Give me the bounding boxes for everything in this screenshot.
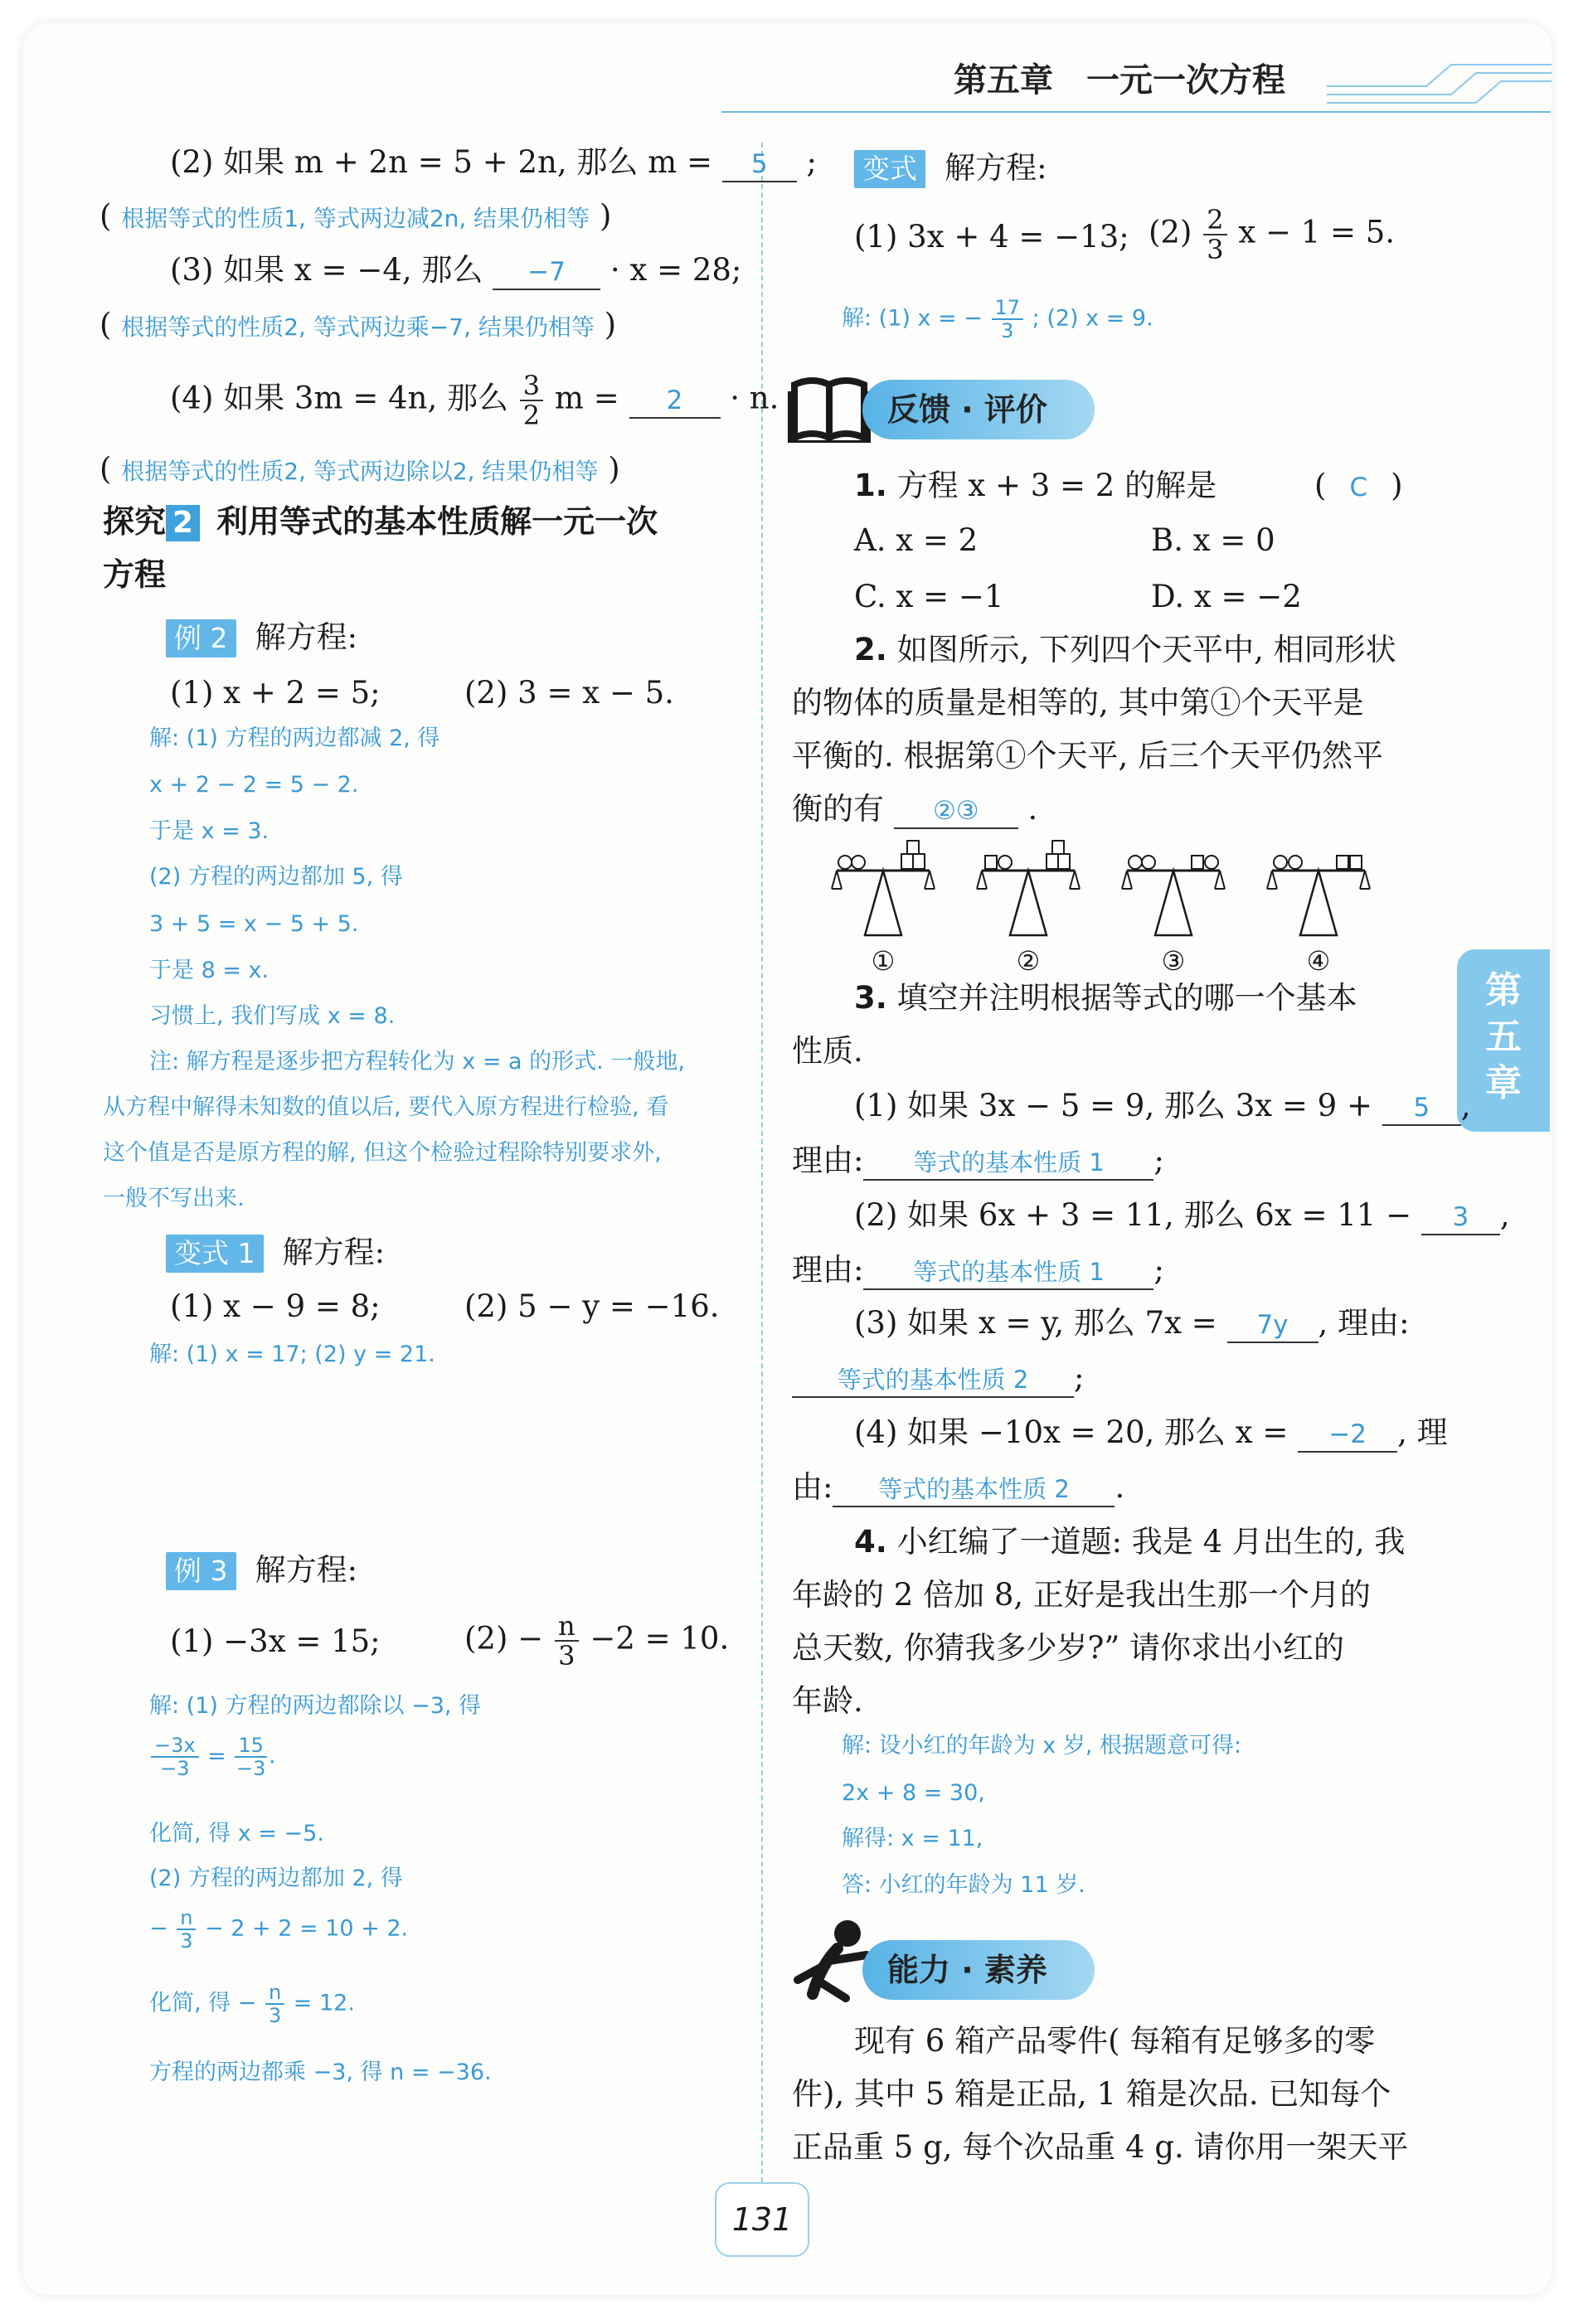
header-decor-lines (1327, 58, 1552, 108)
example-2-heading: 例 2 解方程: (166, 612, 357, 657)
column-divider (761, 143, 763, 2182)
var1-problem-1: (1) x − 9 = 8; (170, 1288, 381, 1324)
page-number: 131 (731, 2201, 793, 2238)
fq3-part-a-reason: 理由: 等式的基本性质 1 ; (792, 1141, 1164, 1181)
fq4-solution-line: 答: 小红的年龄为 11 岁. (842, 1872, 1085, 1898)
variant-heading: 变式 解方程: (854, 143, 1047, 188)
var1-problem-2: (2) 5 − y = −16. (464, 1288, 720, 1324)
ability-section-title: 能力 · 素养 (862, 1940, 1095, 2000)
var1-answer: 解: (1) x = 17; (2) y = 21. (149, 1342, 435, 1367)
scale-label: ① (871, 945, 896, 977)
chapter-side-tab (1457, 949, 1550, 1132)
ex3-problem-2: (2) − $\frac{n}{3}$ −2 = 10. (464, 1610, 730, 1671)
fq3-line: 性质. (792, 1033, 863, 1069)
fq1-answer: ( C ) (1314, 468, 1403, 503)
left-q4-reason: ( 根据等式的性质2, 等式两边除以2, 结果仍相等 ) (100, 451, 620, 487)
answer-blank: −2 (1298, 1418, 1397, 1453)
var-top-problem-2: (2) $\frac{2}{3}$ x − 1 = 5. (1149, 204, 1396, 265)
ex3-problem-1: (1) −3x = 15; (170, 1623, 381, 1659)
fq2-line: 的物体的质量是相等的, 其中第①个天平是 (792, 685, 1364, 720)
ex2-solution-line: 于是 8 = x. (149, 958, 270, 983)
example-badge: 例 3 (166, 1552, 236, 1590)
fq3-part-c: (3) 如果 x = y, 那么 7x = 7y , 理由: (854, 1303, 1410, 1343)
ex3-solution-line: 解: (1) 方程的两边都除以 −3, 得 (149, 1693, 482, 1719)
ex2-note-line: 注: 解方程是逐步把方程转化为 x = a 的形式. 一般地, (149, 1049, 685, 1075)
variant-badge: 变式 (854, 150, 925, 188)
example-3-heading: 例 3 解方程: (166, 1545, 357, 1590)
fq1-option: C. x = −1 (854, 579, 1004, 614)
ex2-solution-line: 习惯上, 我们写成 x = 8. (149, 1003, 396, 1029)
fq3-part-d-reason: 由: 等式的基本性质 2 . (792, 1468, 1124, 1507)
left-q4: (4) 如果 3m = 4n, 那么 $\frac{3}{2}$ m = 2 · n. (170, 370, 779, 431)
left-q2-reason: ( 根据等式的性质1, 等式两边减2n, 结果仍相等 ) (100, 198, 612, 234)
fq3-part-c-reason: 等式的基本性质 2 ; (792, 1358, 1084, 1398)
fq1-option: B. x = 0 (1151, 522, 1275, 558)
scale-label: ③ (1161, 945, 1186, 977)
fraction: $\frac{2}{3}$ (1203, 206, 1226, 264)
fq3-part-a: (1) 如果 3x − 5 = 9, 那么 3x = 9 + 5 , (854, 1086, 1471, 1126)
fq2-line: 2. 如图所示, 下列四个天平中, 相同形状 (854, 632, 1396, 667)
ex2-note-line: 一般不写出来. (103, 1186, 245, 1211)
ex3-solution-fraction-line: $\frac{-3x}{-3}$ = $\frac{15}{-3}$ . (149, 1735, 276, 1779)
reason-blank: 等式的基本性质 1 (863, 1146, 1153, 1181)
fq1-option: A. x = 2 (854, 522, 979, 558)
fraction: $\frac{n}{3}$ (555, 1612, 579, 1670)
fq2-line: 衡的有 ②③ . (792, 789, 1037, 829)
fq3-part-b: (2) 如果 6x + 3 = 11, 那么 6x = 11 − 3 , (854, 1196, 1510, 1235)
ex2-note-line: 从方程中解得未知数的值以后, 要代入原方程进行检验, 看 (103, 1094, 669, 1120)
ex2-problem-1: (1) x + 2 = 5; (170, 675, 381, 711)
balance-scales-figure (825, 837, 1422, 978)
var-top-problem-1: (1) 3x + 4 = −13; (854, 219, 1129, 255)
left-q2: (2) 如果 m + 2n = 5 + 2n, 那么 m = 5 ; (170, 143, 817, 182)
fq1-option: D. x = −2 (1151, 579, 1302, 614)
fq4-solution-line: 2x + 8 = 30, (842, 1780, 985, 1806)
var-top-answer: 解: (1) x = − $\frac{17}{3}$ ; (2) x = 9. (842, 296, 1153, 342)
ex2-problem-2: (2) 3 = x − 5. (464, 675, 674, 711)
answer-blank: 3 (1421, 1201, 1500, 1235)
ex3-solution-fraction-line: − $\frac{n}{3}$ − 2 + 2 = 10 + 2. (149, 1906, 409, 1953)
scale-label: ② (1016, 945, 1041, 977)
scale-label: ④ (1306, 945, 1331, 977)
left-q3: (3) 如果 x = −4, 那么 −7 · x = 28; (170, 250, 741, 290)
fq4-line: 4. 小红编了一道题: 我是 4 月出生的, 我 (854, 1524, 1406, 1560)
ability-line: 件), 其中 5 箱是正品, 1 箱是次品. 已知每个 (792, 2076, 1391, 2112)
ability-line: 正品重 5 g, 每个次品重 4 g. 请你用一架天平 (792, 2129, 1409, 2165)
explore-title-line2: 方程 (103, 556, 167, 593)
fq1-question: 1. 方程 x + 3 = 2 的解是 (854, 468, 1217, 503)
answer-blank: −7 (493, 255, 600, 290)
fq4-line: 年龄. (792, 1683, 863, 1719)
variant-1-heading: 变式 1 解方程: (166, 1227, 385, 1273)
ex2-note-line: 这个值是否是原方程的解, 但这个检验过程除特别要求外, (103, 1140, 662, 1166)
fq3-part-b-reason: 理由: 等式的基本性质 1 ; (792, 1250, 1164, 1290)
ex3-solution-fraction-line: 化简, 得 − $\frac{n}{3}$ = 12. (149, 1981, 355, 2027)
chapter-label: 第五章 (954, 61, 1053, 99)
example-badge: 例 2 (166, 619, 236, 657)
ex2-solution-line: 3 + 5 = x − 5 + 5. (149, 911, 359, 937)
ability-line: 现有 6 箱产品零件( 每箱有足够多的零 (854, 2023, 1376, 2059)
answer-blank: 7y (1227, 1308, 1318, 1343)
ex2-solution-line: 解: (1) 方程的两边都减 2, 得 (149, 725, 440, 751)
reason-blank: 等式的基本性质 1 (863, 1255, 1153, 1290)
explore-title: 利用等式的基本性质解一元一次 (216, 503, 658, 540)
feedback-section-title: 反馈 · 评价 (862, 380, 1095, 439)
variant-badge: 变式 1 (166, 1235, 264, 1273)
answer-blank: 5 (1382, 1091, 1461, 1126)
page-number-box (715, 2182, 809, 2257)
fq2-line: 平衡的. 根据第①个天平, 后三个天平仍然平 (792, 738, 1384, 774)
book-icon (788, 373, 871, 443)
fq4-solution-line: 解: 设小红的年龄为 x 岁, 根据题意可得: (842, 1733, 1242, 1759)
left-q3-reason: ( 根据等式的性质2, 等式两边乘−7, 结果仍相等 ) (100, 307, 617, 342)
fq3-line: 3. 填空并注明根据等式的哪一个基本 (854, 980, 1357, 1016)
answer-blank: 2 (629, 384, 721, 419)
side-tab-char: 五 (1485, 1016, 1522, 1058)
side-tab-char: 第 (1485, 969, 1522, 1012)
explore-heading (103, 501, 750, 595)
scale-4-icon (1267, 856, 1370, 935)
side-tab-char: 章 (1485, 1062, 1522, 1104)
answer-blank: ②③ (894, 794, 1018, 829)
ex3-solution-line: 化简, 得 x = −5. (149, 1821, 324, 1846)
fq3-part-d: (4) 如果 −10x = 20, 那么 x = −2 , 理 (854, 1413, 1448, 1453)
fq4-line: 年龄的 2 倍加 8, 正好是我出生那一个月的 (792, 1577, 1371, 1613)
reason-blank: 等式的基本性质 2 (792, 1363, 1074, 1398)
header-rule (721, 111, 1551, 113)
ex2-solution-line: (2) 方程的两边都加 5, 得 (149, 864, 403, 890)
ex2-solution-line: 于是 x = 3. (149, 818, 270, 844)
scale-3-icon (1122, 856, 1225, 935)
reason-blank: 等式的基本性质 2 (833, 1473, 1115, 1507)
explore-label: 探究 (103, 503, 167, 540)
fq4-line: 总天数, 你猜我多少岁?” 请你求出小红的 (792, 1630, 1345, 1666)
chapter-title: 一元一次方程 (1086, 61, 1285, 99)
fq4-solution-line: 解得: x = 11, (842, 1826, 983, 1851)
scale-2-icon (977, 841, 1080, 935)
ex3-solution-line: 方程的两边都乘 −3, 得 n = −36. (149, 2060, 492, 2085)
answer-blank: 5 (722, 148, 797, 182)
ex2-solution-line: x + 2 − 2 = 5 − 2. (149, 772, 359, 798)
ex3-solution-line: (2) 方程的两边都加 2, 得 (149, 1866, 403, 1891)
explore-number: 2 (166, 505, 200, 541)
fraction: $\frac{3}{2}$ (520, 371, 543, 429)
scale-1-icon (832, 841, 935, 935)
